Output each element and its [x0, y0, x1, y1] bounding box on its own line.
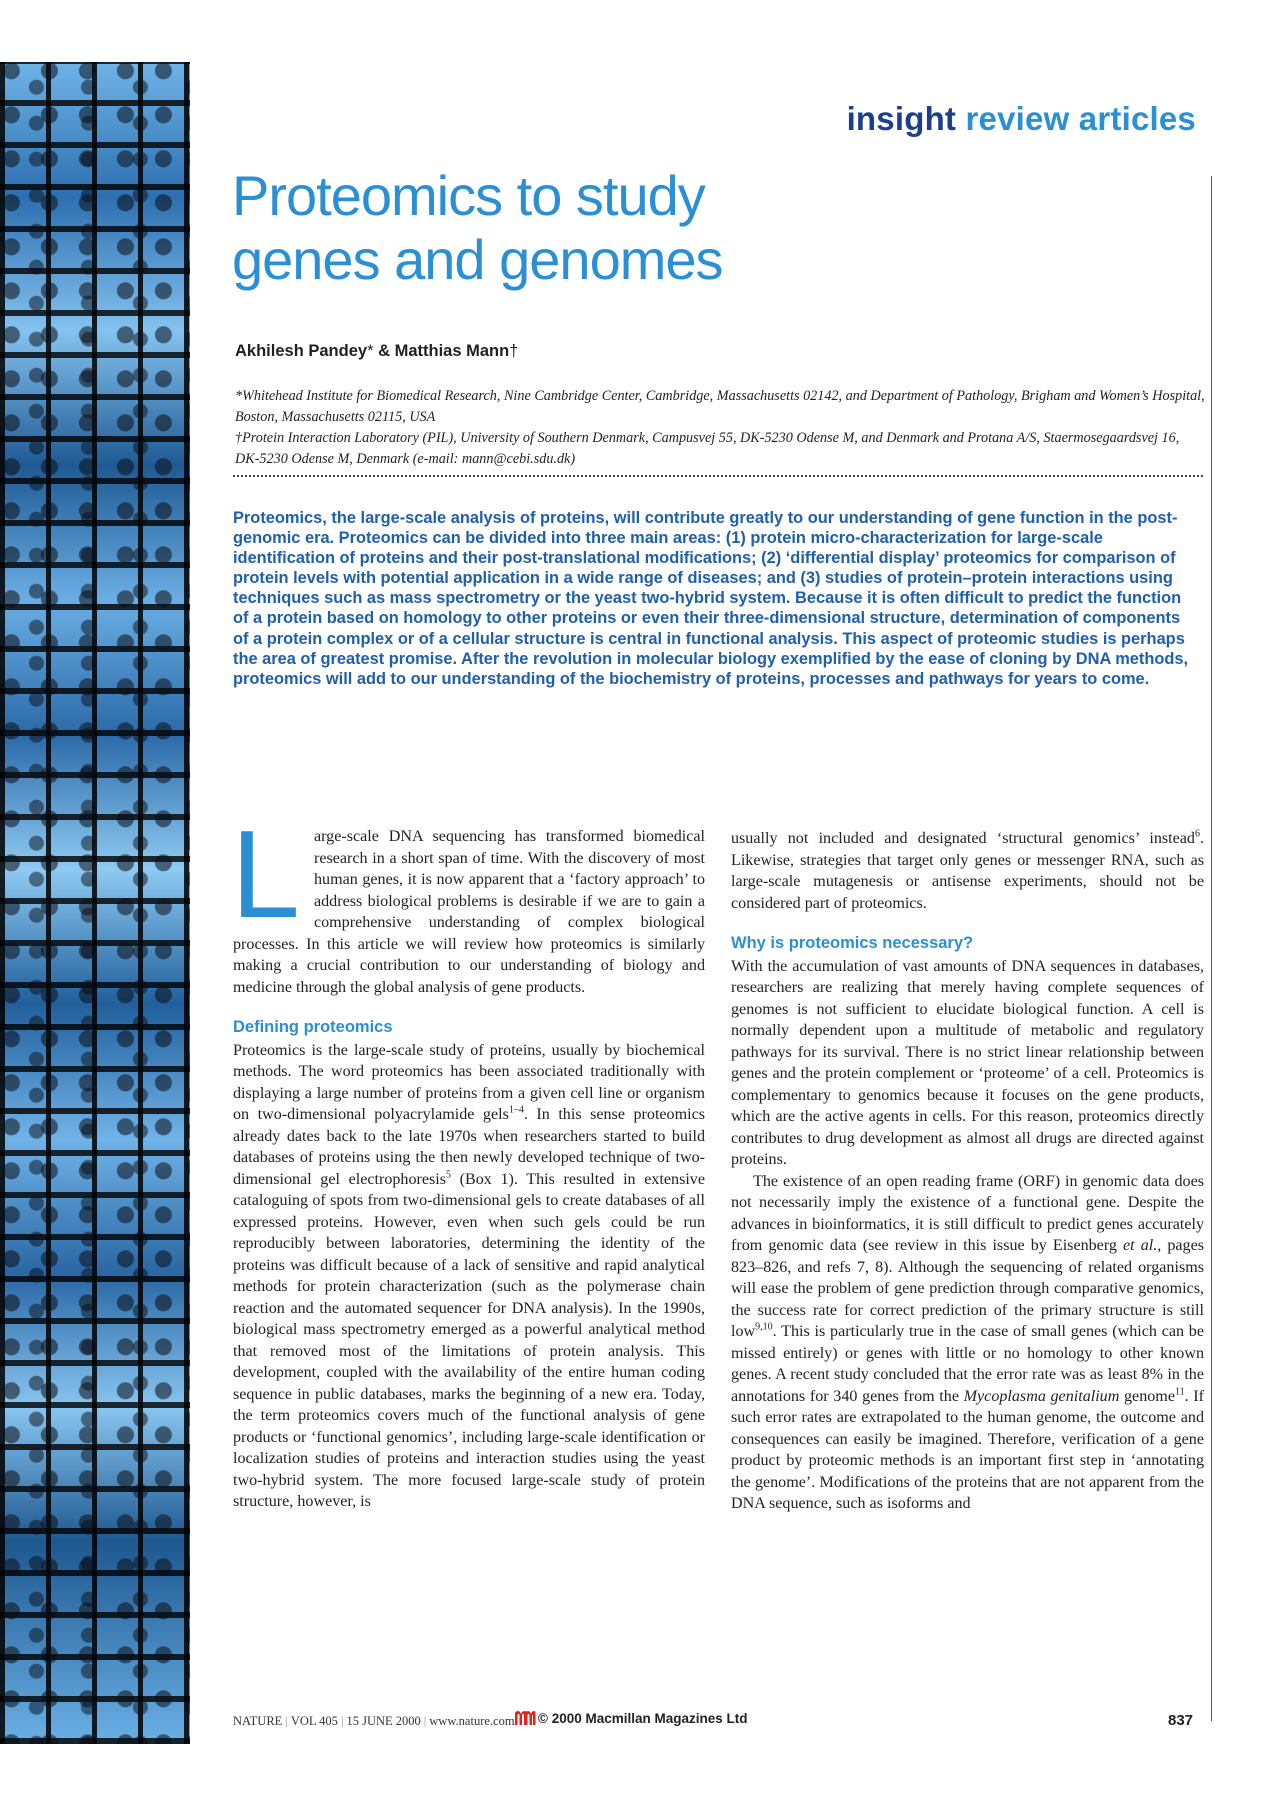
section-heading-defining: Defining proteomics: [233, 1018, 393, 1036]
page-number: 837: [1168, 1712, 1194, 1729]
author-list: Akhilesh Pandey* & Matthias Mann†: [235, 342, 519, 360]
title-line-2: genes and genomes: [232, 228, 723, 291]
column-rule: [1211, 176, 1212, 1721]
intro-paragraph: arge-scale DNA sequencing has transformed biomedical research in a short span of time. With the discovery of most human genes, it is now apparent that a ‘factory approach’ to address biological problems is desirable if we are to gain a comprehensive understanding of complex biological processes. In this article we will review how proteomics is similarly making a crucial contribution to our understanding of biology and medicine through the global analysis of gene products.: [233, 828, 705, 996]
decorative-side-image: [0, 62, 190, 1744]
dropcap: L: [231, 806, 300, 944]
body-column-left: [231, 806, 705, 1513]
macmillan-logo-icon: [514, 1710, 536, 1726]
section1-paragraph: Proteomics is the large-scale study of proteins, usually by biochemical methods. The word proteomics has been associated traditionally with displaying a large number of proteins from a given cell line or organism on two-dimensional polyacrylamide gels$^{1-4}$. In this sense proteomics already dates back to the late 1970s when researchers started to build databases of proteins using the then newly developed technique of two-dimensional gel electrophoresis$^5$ (Box 1). This resulted in extensive cataloguing of spots from two-dimensional gels to create databases of all expressed proteins. However, even when such gels could be run reproducibly between laboratories, determining the identity of the proteins was difficult because of a lack of sensitive and rapid analytical methods for protein characterization (such as the polymerase chain reaction and the automated sequencer for DNA analysis). In the 1990s, biological mass spectrometry emerged as a powerful analytical method that removed most of the limitations of protein analysis. This development, coupled with the availability of the entire human coding sequence in public databases, marks the beginning of a new era. Today, the term proteomics covers much of the functional analysis of gene products or ‘functional genomics’, including large-scale identification or localization studies of proteins and interaction studies using the yeast two-hybrid system. The more focused large-scale study of protein structure, however, is: [233, 1041, 705, 1510]
series-label: insight review articles: [846, 100, 1196, 137]
footer-citation: NATURE | VOL 405 | 15 JUNE 2000 | www.nature.com: [233, 1714, 515, 1728]
section2-paragraph-1: With the accumulation of vast amounts of DNA sequences in databases, researchers are realizing that merely having complete sequences of genomes is not sufficient to elucidate biological function. A cell is normally dependent upon a multitude of metabolic and regulatory pathways for its survival. There is no strict linear relationship between genes and the protein complement or ‘proteome’ of a cell. Proteomics is complementary to genomics because it focuses on the gene products, which are the active agents in cells. For this reason, proteomics directly contributes to drug development as almost all drugs are directed against proteins.: [731, 957, 1204, 1168]
copyright: © 2000 Macmillan Magazines Ltd: [514, 1710, 748, 1726]
section2-paragraph-2: The existence of an open reading frame (ORF) in genomic data does not necessarily imply the existence of a functional gene. Despite the advances in bioinformatics, it is still difficult to predict genes accurately from genomic data (see review in this issue by Eisenberg et al., pages 823–826, and refs 7, 8). Although the sequencing of related organisms will ease the problem of gene prediction through comparative genomics, the success rate for correct prediction of the primary structure is still low$^{9,10}$. This is particularly true in the case of small genes (which can be missed entirely) or genes with little or no homology to other known genes. A recent study concluded that the error rate was as least 8% in the annotations for 340 genes from the Mycoplasma genitalium genome$^{11}$. If such error rates are extrapolated to the human genome, the outcome and consequences can easily be imagined. Therefore, verification of a gene product by proteomic methods is an important first step in ‘annotating the genome’. Modifications of the proteins that are not apparent from the DNA sequence, such as isoforms and: [731, 1172, 1205, 1512]
affiliations: [235, 386, 1205, 470]
author-2: Matthias Mann: [394, 342, 510, 360]
affiliation-1: *Whitehead Institute for Biomedical Research, Nine Cambridge Center, Cambridge, Massachusetts 02142, and Department of Pathology, Brigham and Women’s Hospital, Boston, Massachusetts 02115, USA: [235, 388, 1205, 425]
continuation-paragraph: usually not included and designated ‘structural genomics’ instead$^6$. Likewise, strategies that target only genes or messenger RNA, such as large-scale mutagenesis or antisense experiments, should not be considered part of proteomics.: [731, 828, 1204, 912]
body-column-right: [731, 828, 1204, 1515]
divider: [233, 475, 1203, 477]
section-heading-why: Why is proteomics necessary?: [731, 934, 974, 952]
title-line-1: Proteomics to study: [232, 164, 705, 227]
abstract: Proteomics, the large-scale analysis of proteins, will contribute greatly to our understanding of gene function in the post-genomic era. Proteomics can be divided into three main areas: (1) protein micro-characterization for large-scale identification of proteins and their post-translational modifications; (2) ‘differential display’ proteomics for comparison of protein levels with potential application in a wide range of diseases; and (3) studies of protein–protein interactions using techniques such as mass spectrometry or the yeast two-hybrid system. Because it is often difficult to predict the function of a protein based on homology to other proteins or even their three-dimensional structure, determination of components of a protein complex or of a cellular structure is central in functional analysis. This aspect of proteomic studies is perhaps the area of greatest promise. After the revolution in molecular biology exemplified by the ease of cloning by DNA methods, proteomics will add to our understanding of the biochemistry of proteins, processes and pathways for years to come.: [233, 509, 1189, 688]
affiliation-2: †Protein Interaction Laboratory (PIL), University of Southern Denmark, Campusvej 55, DK-5230 Odense M, and Denmark and Protana A/S, Staermosegaardsvej 16, DK-5230 Odense M, Denmark (e-mail: mann@cebi.sdu.dk): [235, 430, 1180, 467]
article-title: [232, 164, 723, 292]
author-1: Akhilesh Pandey: [235, 342, 368, 360]
journal-url[interactable]: www.nature.com: [429, 1714, 515, 1728]
